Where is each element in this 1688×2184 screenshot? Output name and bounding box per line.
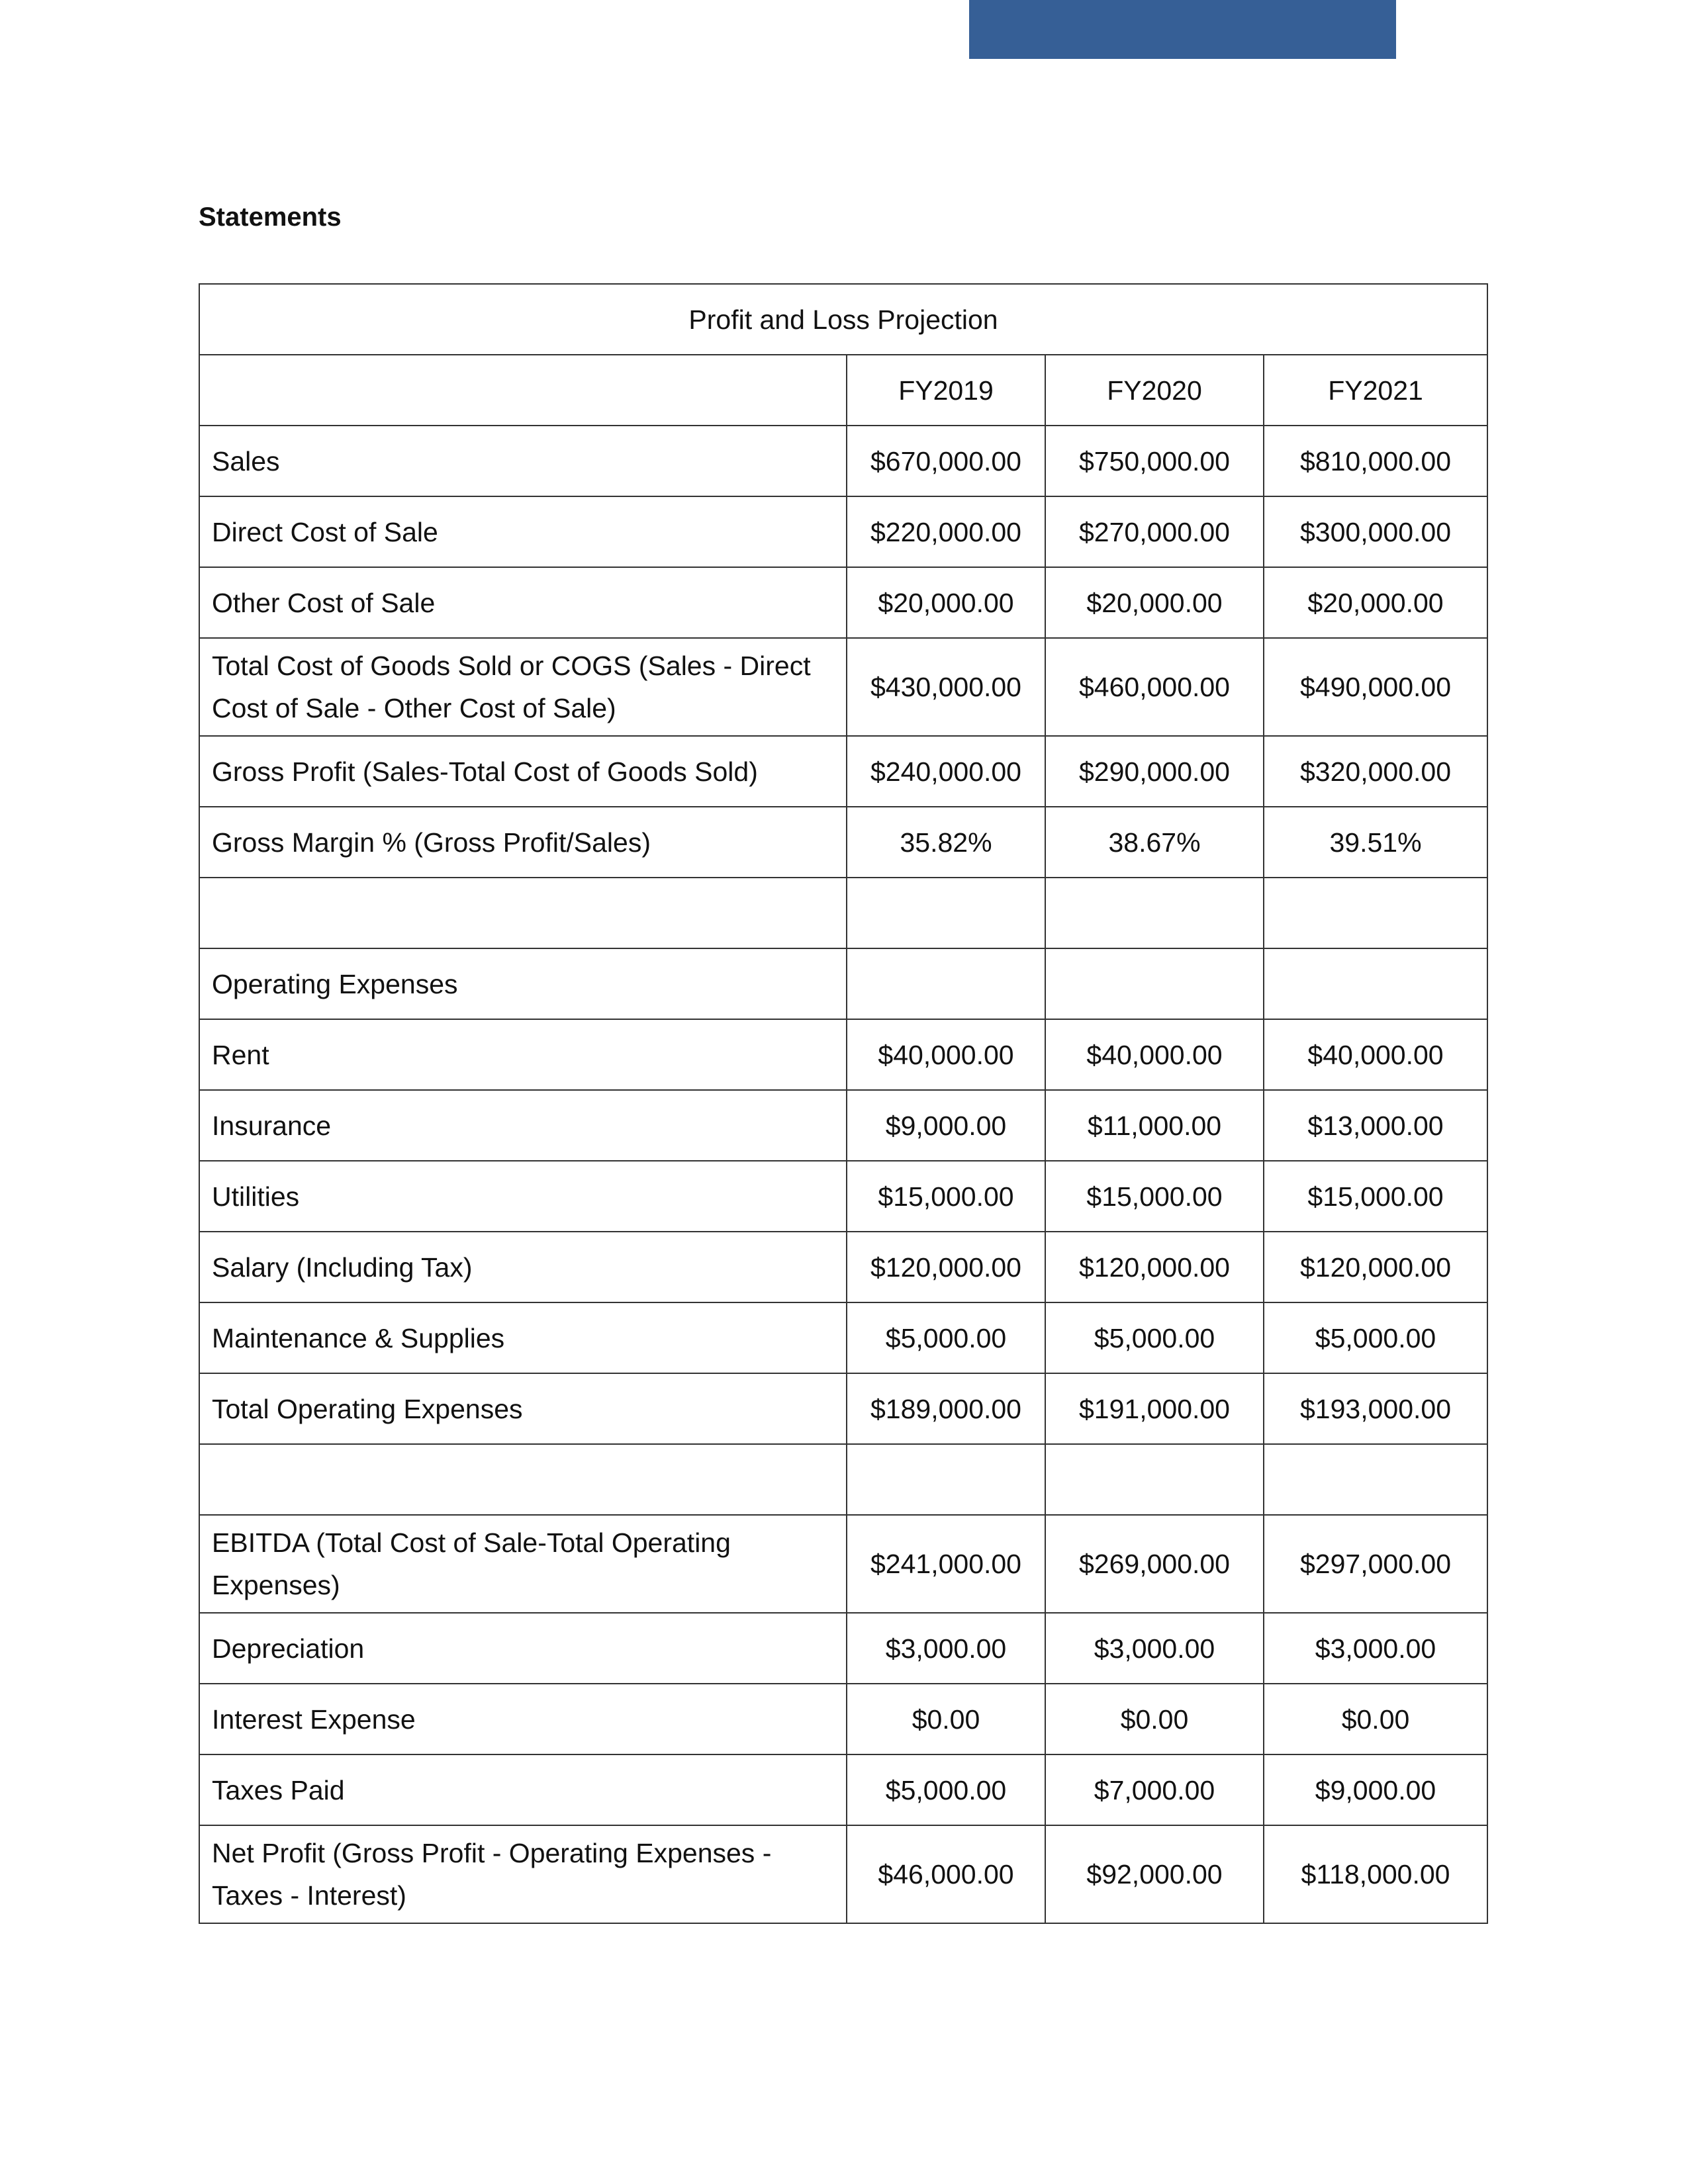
- value-cell-fy2019: 35.82%: [847, 807, 1045, 878]
- table-row: [199, 1613, 1487, 1684]
- value-cell-fy2020: $290,000.00: [1045, 736, 1264, 807]
- value-cell-fy2021: $320,000.00: [1264, 736, 1487, 807]
- table-row: [199, 1444, 1487, 1515]
- table-row: [199, 1373, 1487, 1444]
- value-cell-fy2019: $5,000.00: [847, 1754, 1045, 1825]
- value-cell-fy2021: 39.51%: [1264, 807, 1487, 878]
- value-cell-fy2019: [847, 1444, 1045, 1515]
- value-cell-fy2021: $5,000.00: [1264, 1302, 1487, 1373]
- table-row: [199, 638, 1487, 736]
- value-cell-fy2021: $297,000.00: [1264, 1515, 1487, 1613]
- header-accent-band: [969, 0, 1396, 59]
- value-cell-fy2019: $20,000.00: [847, 567, 1045, 638]
- value-cell-fy2020: [1045, 948, 1264, 1019]
- value-cell-fy2020: $750,000.00: [1045, 426, 1264, 496]
- row-label: Maintenance & Supplies: [199, 1302, 847, 1373]
- table-row: [199, 567, 1487, 638]
- table-row: [199, 807, 1487, 878]
- value-cell-fy2020: 38.67%: [1045, 807, 1264, 878]
- table-row: [199, 948, 1487, 1019]
- value-cell-fy2019: [847, 878, 1045, 948]
- table-row: [199, 1090, 1487, 1161]
- column-header-fy2021: FY2021: [1264, 355, 1487, 426]
- table-header-row: [199, 355, 1487, 426]
- column-header-fy2020: FY2020: [1045, 355, 1264, 426]
- value-cell-fy2021: $3,000.00: [1264, 1613, 1487, 1684]
- column-header-fy2019: FY2019: [847, 355, 1045, 426]
- row-label: Net Profit (Gross Profit - Operating Expenses - Taxes - Interest): [199, 1825, 847, 1923]
- value-cell-fy2019: $241,000.00: [847, 1515, 1045, 1613]
- table-row: [199, 496, 1487, 567]
- row-label: Insurance: [199, 1090, 847, 1161]
- value-cell-fy2019: $189,000.00: [847, 1373, 1045, 1444]
- value-cell-fy2020: $7,000.00: [1045, 1754, 1264, 1825]
- row-label: Gross Profit (Sales-Total Cost of Goods Sold): [199, 736, 847, 807]
- row-label: Gross Margin % (Gross Profit/Sales): [199, 807, 847, 878]
- value-cell-fy2021: [1264, 878, 1487, 948]
- row-label: Operating Expenses: [199, 948, 847, 1019]
- value-cell-fy2021: [1264, 948, 1487, 1019]
- value-cell-fy2019: $5,000.00: [847, 1302, 1045, 1373]
- row-label: Other Cost of Sale: [199, 567, 847, 638]
- value-cell-fy2021: $0.00: [1264, 1684, 1487, 1754]
- table-title-row: [199, 284, 1487, 355]
- table-title: Profit and Loss Projection: [199, 284, 1487, 355]
- table-row: [199, 1825, 1487, 1923]
- value-cell-fy2020: $11,000.00: [1045, 1090, 1264, 1161]
- value-cell-fy2020: $92,000.00: [1045, 1825, 1264, 1923]
- row-label: Utilities: [199, 1161, 847, 1232]
- value-cell-fy2019: $15,000.00: [847, 1161, 1045, 1232]
- table-row: [199, 1515, 1487, 1613]
- profit-loss-table: [199, 283, 1488, 1924]
- value-cell-fy2021: $118,000.00: [1264, 1825, 1487, 1923]
- value-cell-fy2021: $40,000.00: [1264, 1019, 1487, 1090]
- table-row: [199, 1019, 1487, 1090]
- value-cell-fy2020: $3,000.00: [1045, 1613, 1264, 1684]
- value-cell-fy2020: $269,000.00: [1045, 1515, 1264, 1613]
- value-cell-fy2020: $20,000.00: [1045, 567, 1264, 638]
- table-row: [199, 1684, 1487, 1754]
- value-cell-fy2019: $430,000.00: [847, 638, 1045, 736]
- value-cell-fy2021: $15,000.00: [1264, 1161, 1487, 1232]
- value-cell-fy2019: [847, 948, 1045, 1019]
- header-empty-cell: [199, 355, 847, 426]
- value-cell-fy2021: $13,000.00: [1264, 1090, 1487, 1161]
- table-row: [199, 1754, 1487, 1825]
- table-row: [199, 1302, 1487, 1373]
- value-cell-fy2019: $3,000.00: [847, 1613, 1045, 1684]
- value-cell-fy2019: $40,000.00: [847, 1019, 1045, 1090]
- value-cell-fy2020: $270,000.00: [1045, 496, 1264, 567]
- value-cell-fy2021: $810,000.00: [1264, 426, 1487, 496]
- row-label: [199, 878, 847, 948]
- row-label: Depreciation: [199, 1613, 847, 1684]
- value-cell-fy2021: $9,000.00: [1264, 1754, 1487, 1825]
- row-label: Rent: [199, 1019, 847, 1090]
- value-cell-fy2019: $0.00: [847, 1684, 1045, 1754]
- value-cell-fy2019: $9,000.00: [847, 1090, 1045, 1161]
- value-cell-fy2021: $120,000.00: [1264, 1232, 1487, 1302]
- table-row: [199, 736, 1487, 807]
- value-cell-fy2021: $490,000.00: [1264, 638, 1487, 736]
- value-cell-fy2020: $191,000.00: [1045, 1373, 1264, 1444]
- value-cell-fy2021: $20,000.00: [1264, 567, 1487, 638]
- row-label: EBITDA (Total Cost of Sale-Total Operating Expenses): [199, 1515, 847, 1613]
- value-cell-fy2019: $240,000.00: [847, 736, 1045, 807]
- table-body: [199, 426, 1487, 1923]
- value-cell-fy2020: [1045, 1444, 1264, 1515]
- value-cell-fy2021: $193,000.00: [1264, 1373, 1487, 1444]
- value-cell-fy2020: $460,000.00: [1045, 638, 1264, 736]
- value-cell-fy2019: $220,000.00: [847, 496, 1045, 567]
- table-row: [199, 1161, 1487, 1232]
- value-cell-fy2020: $5,000.00: [1045, 1302, 1264, 1373]
- value-cell-fy2021: [1264, 1444, 1487, 1515]
- section-heading: Statements: [199, 203, 342, 232]
- value-cell-fy2019: $120,000.00: [847, 1232, 1045, 1302]
- row-label: Total Cost of Goods Sold or COGS (Sales - Direct Cost of Sale - Other Cost of Sale): [199, 638, 847, 736]
- value-cell-fy2021: $300,000.00: [1264, 496, 1487, 567]
- table-row: [199, 1232, 1487, 1302]
- row-label: Interest Expense: [199, 1684, 847, 1754]
- row-label: Salary (Including Tax): [199, 1232, 847, 1302]
- value-cell-fy2020: [1045, 878, 1264, 948]
- value-cell-fy2020: $0.00: [1045, 1684, 1264, 1754]
- row-label: Total Operating Expenses: [199, 1373, 847, 1444]
- value-cell-fy2020: $40,000.00: [1045, 1019, 1264, 1090]
- value-cell-fy2019: $670,000.00: [847, 426, 1045, 496]
- table-row: [199, 878, 1487, 948]
- row-label: Sales: [199, 426, 847, 496]
- value-cell-fy2019: $46,000.00: [847, 1825, 1045, 1923]
- value-cell-fy2020: $15,000.00: [1045, 1161, 1264, 1232]
- table-row: [199, 426, 1487, 496]
- row-label: Direct Cost of Sale: [199, 496, 847, 567]
- value-cell-fy2020: $120,000.00: [1045, 1232, 1264, 1302]
- row-label: Taxes Paid: [199, 1754, 847, 1825]
- row-label: [199, 1444, 847, 1515]
